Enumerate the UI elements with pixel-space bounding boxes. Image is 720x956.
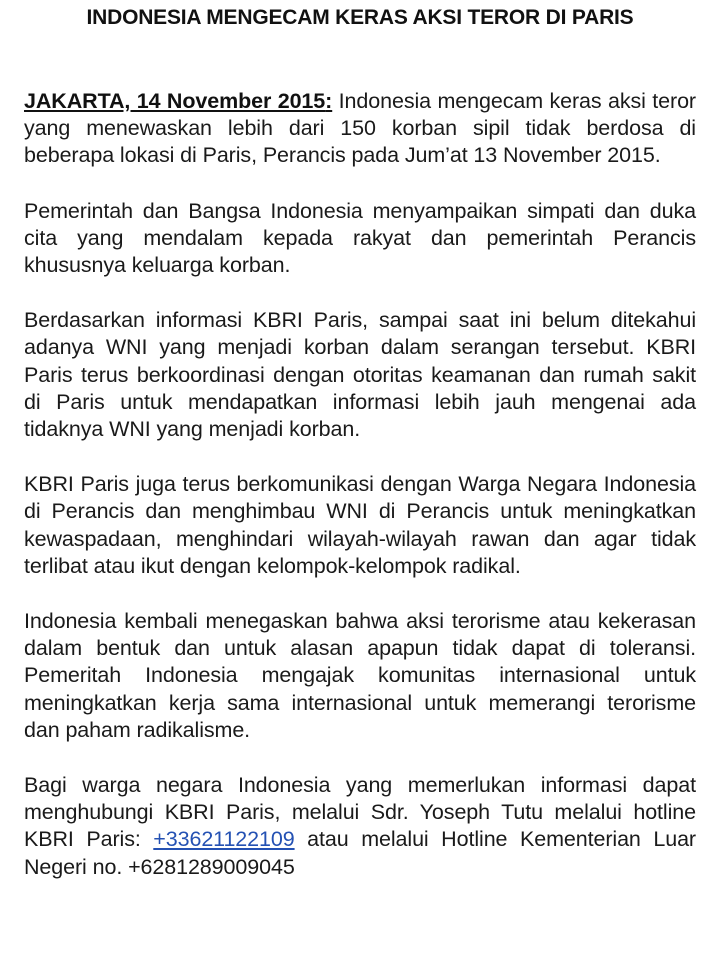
dateline-colon: : xyxy=(325,89,333,113)
dateline xyxy=(24,89,332,113)
paragraph-contact xyxy=(24,772,696,881)
paragraph-sympathy: Pemerintah dan Bangsa Indonesia menyampaikan simpati dan duka cita yang mendalam kepada rakyat dan pemerintah Perancis khususnya keluarga korban. xyxy=(24,198,696,278)
paragraph-1-text: Indonesia mengecam keras aksi teror yang menewaskan lebih dari 150 korban sipil tidak berdosa di beberapa lokasi di Paris, Perancis pada Jum’at 13 November 2015. xyxy=(24,89,696,168)
paragraph-communication: KBRI Paris juga terus berkomunikasi dengan Warga Negara Indonesia di Perancis dan menghimbau WNI di Perancis untuk meningkatkan kewaspadaan, menghindari wilayah-wilayah rawan dan agar tidak terlibat atau ikut dengan kelompok-kelompok radikal. xyxy=(24,472,696,578)
paragraph-dateline-intro xyxy=(24,88,696,170)
paragraph-condemnation: Indonesia kembali menegaskan bahwa aksi terorisme atau kekerasan dalam bentuk dan untuk alasan apapun tidak dapat di toleransi. Pemeritah Indonesia mengajak komunitas internasional untuk meningkatkan kerja sama internasional untuk memerangi terorisme dan paham radikalisme. xyxy=(24,609,696,742)
document-title: INDONESIA MENGECAM KERAS AKSI TEROR DI PARIS xyxy=(86,6,634,29)
contact-text-before: Bagi warga negara Indonesia yang memerlukan informasi dapat menghubungi KBRI Paris, melalui Sdr. Yoseph Tutu melalui hotline KBRI Paris: xyxy=(24,773,696,852)
hotline-phone-link[interactable]: +33621122109 xyxy=(153,827,295,852)
dateline-text: JAKARTA, 14 November 2015 xyxy=(24,89,326,113)
paragraph-embassy-info: Berdasarkan informasi KBRI Paris, sampai saat ini belum ditekahui adanya WNI yang menjadi korban dalam serangan tersebut. KBRI Paris terus berkoordinasi dengan otoritas keamanan dan rumah sakit di Paris untuk mendapatkan informasi lebih jauh mengenai ada tidaknya WNI yang menjadi korban. xyxy=(24,308,696,442)
contact-text-after: atau melalui Hotline Kementerian Luar Negeri no. +6281289009045 xyxy=(24,827,696,879)
document-body xyxy=(24,88,696,881)
